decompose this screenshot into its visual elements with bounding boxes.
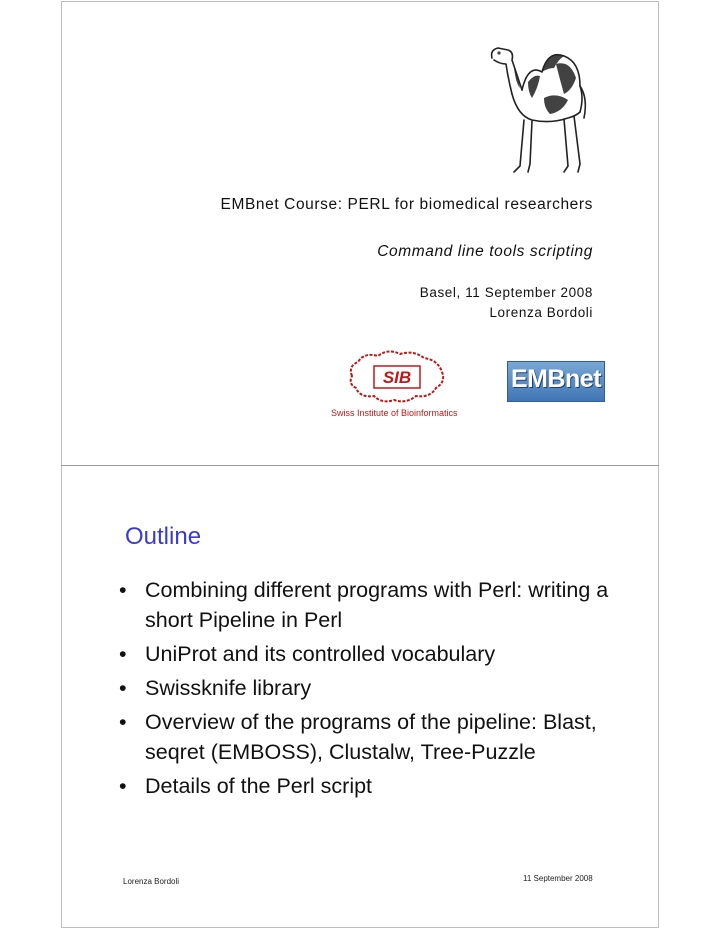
- slide-divider: [61, 465, 659, 466]
- course-title: EMBnet Course: PERL for biomedical researchers: [220, 196, 593, 213]
- camel-icon: [484, 38, 594, 178]
- list-item: [119, 771, 619, 801]
- lecture-topic: Command line tools scripting: [377, 243, 593, 260]
- bullet-icon: •: [119, 710, 127, 734]
- sib-logo: [344, 346, 448, 406]
- bullet-icon: •: [119, 676, 127, 700]
- list-item: [119, 673, 619, 703]
- bullet-text: Combining different programs with Perl: writing a short Pipeline in Perl: [145, 578, 609, 632]
- bullet-text: Details of the Perl script: [145, 774, 373, 798]
- footer-date: 11 September 2008: [523, 874, 593, 883]
- sib-logo-text: SIB: [382, 368, 412, 387]
- footer-author: Lorenza Bordoli: [123, 877, 180, 886]
- slide-title: Outline: [125, 523, 202, 550]
- bullet-icon: •: [119, 642, 127, 666]
- bullet-list: [119, 575, 619, 805]
- date-location: Basel, 11 September 2008: [419, 285, 593, 300]
- bullet-text: Swissknife library: [145, 676, 312, 700]
- list-item: [119, 707, 619, 767]
- bullet-text: Overview of the programs of the pipeline: Blast, seqret (EMBOSS), Clustalw, Tree-Puzzle: [145, 710, 597, 764]
- list-item: [119, 575, 619, 635]
- sib-caption: Swiss Institute of Bioinformatics: [331, 408, 458, 418]
- embnet-logo: [507, 361, 605, 402]
- bullet-text: UniProt and its controlled vocabulary: [145, 642, 496, 666]
- bullet-icon: •: [119, 774, 127, 798]
- embnet-logo-text: EMBnet: [510, 365, 602, 393]
- bullet-icon: •: [119, 578, 127, 602]
- author-name: Lorenza Bordoli: [489, 305, 593, 320]
- list-item: [119, 639, 619, 669]
